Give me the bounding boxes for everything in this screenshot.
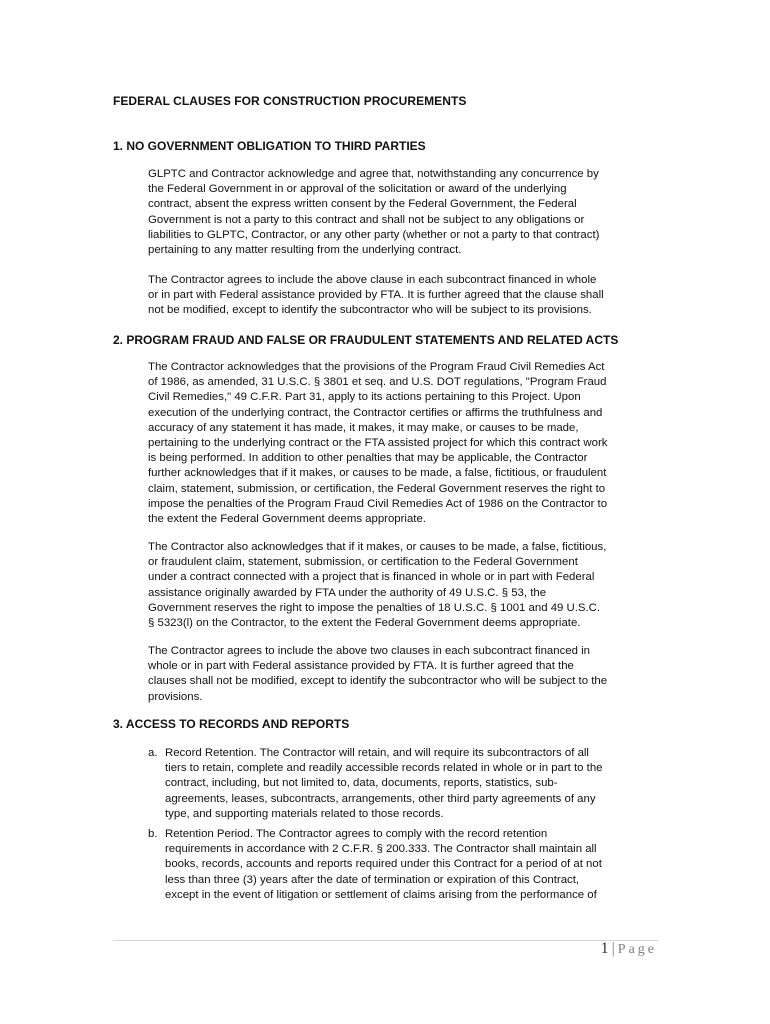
paragraph-line: further acknowledges that if it makes, or causes to be made, a false, fictitious, or fraudulent <box>148 467 607 480</box>
list-item-line: Retention Period. The Contractor agrees to comply with the record retention <box>165 828 548 840</box>
list-marker: b. <box>148 828 158 840</box>
list-item-line: contract, including, but not limited to, data, documents, reports, statistics, sub- <box>165 777 558 790</box>
page-number-value: 1 <box>600 940 609 957</box>
page-number-separator: | <box>611 940 615 957</box>
paragraph-line: pertaining to the underlying contract or the FTA assisted project for which this contract work <box>148 437 608 450</box>
paragraph-line: The Contractor also acknowledges that if it makes, or causes to be made, a false, fictitious, <box>148 541 607 553</box>
list-item-line: books, records, accounts and reports required under this Contract for a period of at not <box>165 858 602 871</box>
paragraph-line: contract, absent the express written consent by the Federal Government, the Federal <box>148 198 577 211</box>
paragraph-line: execution of the underlying contract, the Contractor certifies or affirms the truthfulness and <box>148 406 603 419</box>
section-heading-3: 3. ACCESS TO RECORDS AND REPORTS <box>113 717 350 731</box>
paragraph-line: under a contract connected with a project that is financed in whole or in part with Federal <box>148 571 595 584</box>
paragraph <box>148 167 668 258</box>
paragraph-line: liabilities to GLPTC, Contractor, or any other party (whether or not a party to that contract) <box>148 228 600 241</box>
paragraph-line: The Contractor acknowledges that the provisions of the Program Fraud Civil Remedies Act <box>148 361 605 373</box>
list-item-line: Record Retention. The Contractor will retain, and will require its subcontractors of all <box>165 747 589 759</box>
paragraph-line: Government reserves the right to impose the penalties of 18 U.S.C. § 1001 and 49 U.S.C. <box>148 601 601 614</box>
paragraph-line: of 1986, as amended, 31 U.S.C. § 3801 et seq. and U.S. DOT regulations, "Program Fraud <box>148 376 607 389</box>
paragraph <box>148 360 668 527</box>
list-item <box>148 827 668 903</box>
page-number <box>601 940 657 958</box>
paragraph-line: pertaining to any matter resulting from the underlying contract. <box>148 244 462 257</box>
list-item-line: type, and supporting materials related to those records. <box>165 807 444 820</box>
footer-rule <box>113 940 658 941</box>
paragraph-line: is being performed. In addition to other penalties that may be applicable, the Contractor <box>148 452 588 465</box>
paragraph-line: clauses shall not be modified, except to identify the subcontractor who will be subject to the <box>148 675 608 688</box>
paragraph-line: the Federal Government in or approval of the solicitation or award of the underlying <box>148 183 567 196</box>
paragraph-line: assistance originally awarded by FTA under the authority of 49 U.S.C. § 53, the <box>148 586 547 599</box>
paragraph-line: Civil Remedies," 49 C.F.R. Part 31, apply to its actions pertaining to this Project. Upon <box>148 391 581 404</box>
list-item-line: tiers to retain, complete and readily accessible records related in whole or in part to the <box>165 762 603 775</box>
page-word: Page <box>617 942 657 957</box>
document-title: FEDERAL CLAUSES FOR CONSTRUCTION PROCUREMENTS <box>113 94 467 108</box>
paragraph-line: § 5323(l) on the Contractor, to the extent the Federal Government deems appropriate. <box>148 617 581 630</box>
paragraph <box>148 644 668 705</box>
paragraph <box>148 273 668 319</box>
list-item <box>148 746 668 822</box>
paragraph-line: The Contractor agrees to include the above clause in each subcontract financed in whole <box>148 274 597 286</box>
section-heading-1: 1. NO GOVERNMENT OBLIGATION TO THIRD PARTIES <box>113 139 426 153</box>
paragraph-line: not be modified, except to identify the subcontractor who will be subject to its provisions. <box>148 304 592 317</box>
list-marker: a. <box>148 747 158 759</box>
list-item-line: except in the event of litigation or settlement of claims arising from the performance of <box>165 888 597 901</box>
paragraph-line: impose the penalties of the Program Fraud Civil Remedies Act of 1986 on the Contractor to <box>148 497 608 510</box>
paragraph-line: whole or in part with Federal assistance provided by FTA. It is further agreed that the <box>148 660 574 673</box>
list-item-line: agreements, leases, subcontracts, arrangements, other third party agreements of any <box>165 792 596 805</box>
paragraph-line: or fraudulent claim, statement, submission, or certification to the Federal Government <box>148 556 578 569</box>
paragraph <box>148 540 668 631</box>
paragraph-line: claim, statement, submission, or certification, the Federal Government reserves the right to <box>148 482 606 495</box>
paragraph-line: provisions. <box>148 690 203 703</box>
section-heading-2: 2. PROGRAM FRAUD AND FALSE OR FRAUDULENT STATEMENTS AND RELATED ACTS <box>113 333 619 347</box>
paragraph-line: The Contractor agrees to include the above two clauses in each subcontract financed in <box>148 645 590 657</box>
paragraph-line: accuracy of any statement it has made, it makes, it may make, or causes to be made, <box>148 421 579 434</box>
paragraph-line: GLPTC and Contractor acknowledge and agree that, notwithstanding any concurrence by <box>148 168 599 180</box>
paragraph-line: Government is not a party to this contract and shall not be subject to any obligations or <box>148 213 585 226</box>
paragraph-line: the extent the Federal Government deems appropriate. <box>148 513 426 526</box>
paragraph-line: or in part with Federal assistance provided by FTA. It is further agreed that the clause shall <box>148 289 604 302</box>
list-item-line: less than three (3) years after the date of termination or expiration of this Contract, <box>165 873 580 886</box>
list-item-line: requirements in accordance with 2 C.F.R. § 200.333. The Contractor shall maintain all <box>165 843 597 856</box>
